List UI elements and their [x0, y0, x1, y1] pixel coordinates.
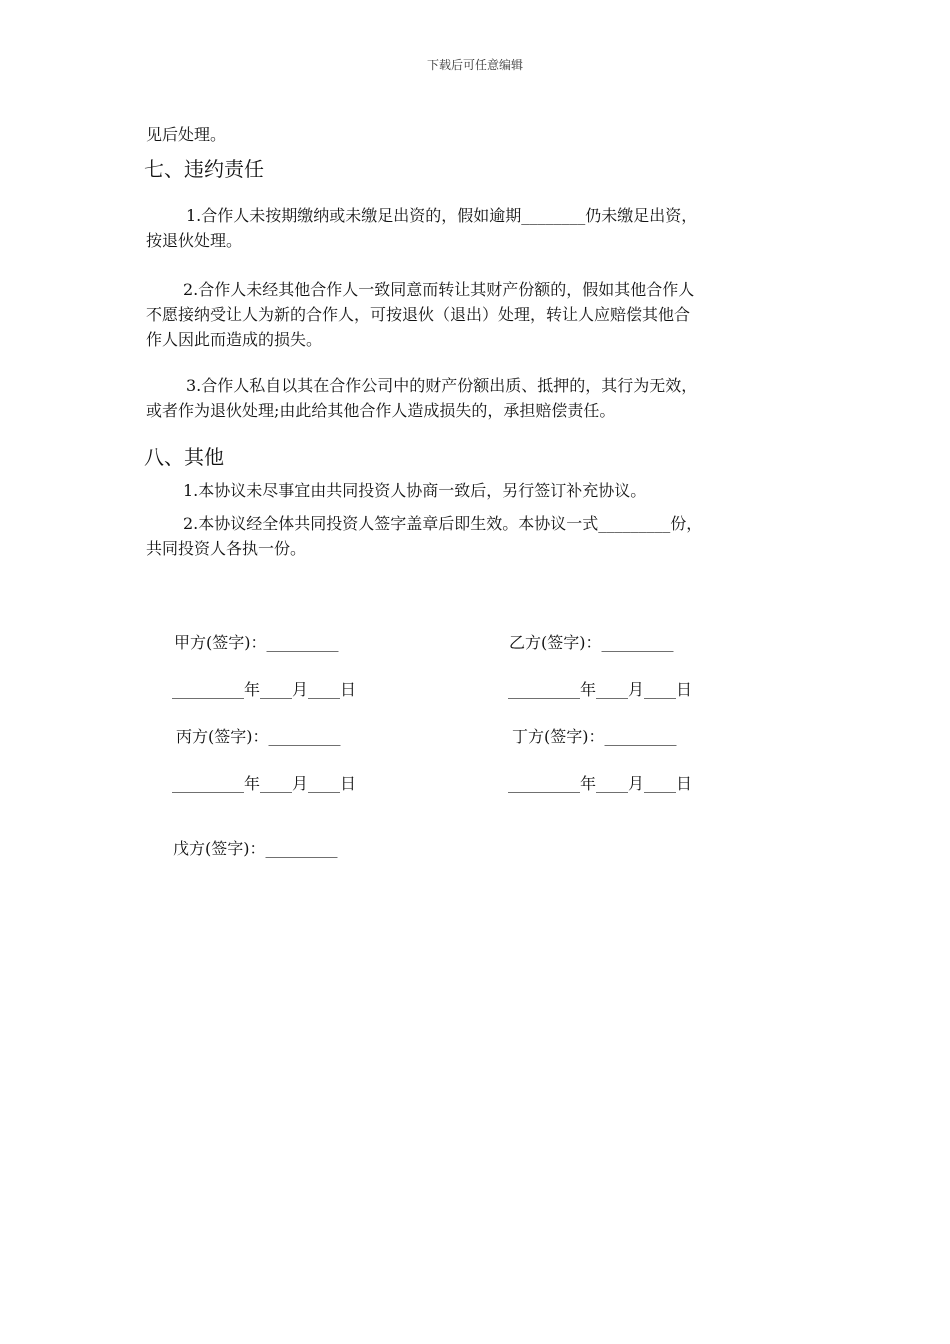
section-7-item-3 — [146, 373, 798, 423]
paragraph-line: 3.合作人私自以其在合作公司中的财产份额出质、抵押的，其行为无效， — [186, 376, 698, 395]
signature-party-c: 丙方(签字)：_________ — [176, 727, 341, 746]
section-7-item-2 — [146, 277, 798, 352]
date-line-party-a: _________年____月____日 — [172, 680, 357, 699]
date-line-party-c: _________年____月____日 — [172, 774, 357, 793]
signature-party-a: 甲方(签字)：_________ — [174, 633, 339, 652]
section-8-item-1 — [146, 478, 798, 503]
paragraph-line: 2.合作人未经其他合作人一致同意而转让其财产份额的，假如其他合作人 — [183, 280, 695, 299]
section-7-item-1 — [146, 203, 798, 253]
signature-party-d: 丁方(签字)：_________ — [512, 727, 677, 746]
signature-party-b: 乙方(签字)：_________ — [509, 633, 674, 652]
section-8-heading: 八、其他 — [144, 445, 224, 469]
paragraph-line: 不愿接纳受让人为新的合作人，可按退伙（退出）处理，转让人应赔偿其他合 — [146, 305, 691, 324]
paragraph-line: 2.本协议经全体共同投资人签字盖章后即生效。本协议一式_________份， — [183, 514, 703, 533]
section-7-heading: 七、违约责任 — [144, 157, 264, 181]
paragraph-line: 或者作为退伙处理;由此给其他合作人造成损失的，承担赔偿责任。 — [146, 401, 616, 420]
paragraph-line: 共同投资人各执一份。 — [146, 539, 307, 558]
carryover-text — [146, 122, 798, 147]
section-8-item-2 — [146, 511, 798, 561]
date-line-party-b: _________年____月____日 — [508, 680, 693, 699]
date-line-party-d: _________年____月____日 — [508, 774, 693, 793]
paragraph-line: 按退伙处理。 — [146, 231, 243, 250]
paragraph-line: 1.合作人未按期缴纳或未缴足出资的，假如逾期________仍未缴足出资， — [186, 206, 698, 225]
carryover-line: 见后处理。 — [146, 125, 227, 144]
header-note: 下载后可任意编辑 — [426, 58, 523, 72]
paragraph-line: 1.本协议未尽事宜由共同投资人协商一致后，另行签订补充协议。 — [183, 481, 647, 500]
paragraph-line: 作人因此而造成的损失。 — [146, 330, 323, 349]
signature-party-e: 戊方(签字)：_________ — [173, 839, 338, 858]
